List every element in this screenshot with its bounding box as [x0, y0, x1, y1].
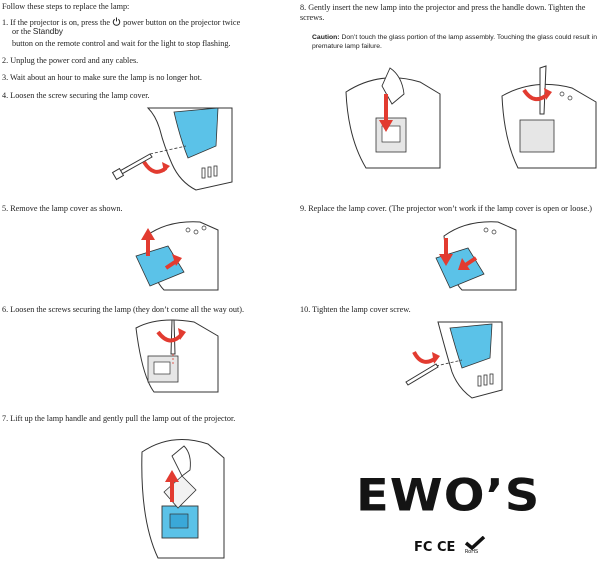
screwdriver: [171, 320, 175, 354]
screwdriver: [406, 364, 438, 385]
step-8-illustration-a: [340, 64, 442, 170]
step-10-text: 10. Tighten the lamp cover screw.: [300, 305, 411, 314]
fcc-ce-marks: FC CE: [414, 540, 456, 555]
rohs-check-icon: [464, 536, 488, 554]
step-10-illustration: [402, 318, 502, 400]
brand-name: EWO’S: [356, 470, 541, 522]
brand-logo: [356, 470, 556, 555]
step-3-text: 3. Wait about an hour to make sure the lamp is no longer hot.: [2, 73, 202, 82]
step-9-text: 9. Replace the lamp cover. (The projector won’t work if the lamp cover is open or loose.): [300, 204, 593, 213]
power-icon: [112, 17, 121, 26]
certification-marks: [414, 536, 488, 555]
standby-label: Standby: [32, 27, 63, 36]
step-7-illustration: [132, 430, 224, 558]
caution-note: [312, 33, 600, 51]
step-8-text: 8. Gently insert the new lamp into the projector and press the handle down. Tighten the screws.: [300, 3, 586, 22]
step-1-line-3: button on the remote control and wait for the light to stop flashing.: [12, 39, 231, 48]
step-4-text: 4. Loosen the screw securing the lamp cover.: [2, 91, 150, 100]
rohs-label: RoHS: [464, 549, 479, 555]
step-1-line-2: [12, 27, 63, 37]
step-4-illustration: [110, 102, 235, 194]
caution-label: Caution:: [312, 34, 340, 41]
step-8-illustration-b: [498, 64, 598, 168]
step-9-illustration: [426, 216, 518, 292]
step-7-text: 7. Lift up the lamp handle and gently pull the lamp out of the projector.: [2, 414, 236, 423]
step-5-text: 5. Remove the lamp cover as shown.: [2, 204, 123, 213]
caution-text: Don’t touch the glass portion of the lamp assembly. Touching the glass could result in premature lamp failure.: [312, 34, 597, 50]
step-5-illustration: [128, 216, 220, 292]
step-6-text: 6. Loosen the screws securing the lamp (they don’t come all the way out).: [2, 305, 244, 314]
step-2-text: 2. Unplug the power cord and any cables.: [2, 56, 139, 65]
step-1-text-before: 1. If the projector is on, press the: [2, 18, 111, 27]
intro-text: Follow these steps to replace the lamp:: [2, 2, 130, 11]
step-6-illustration: [130, 316, 220, 392]
step-1-text-after: power button on the projector twice: [123, 18, 241, 27]
step-1-or-the: or the: [12, 27, 31, 36]
